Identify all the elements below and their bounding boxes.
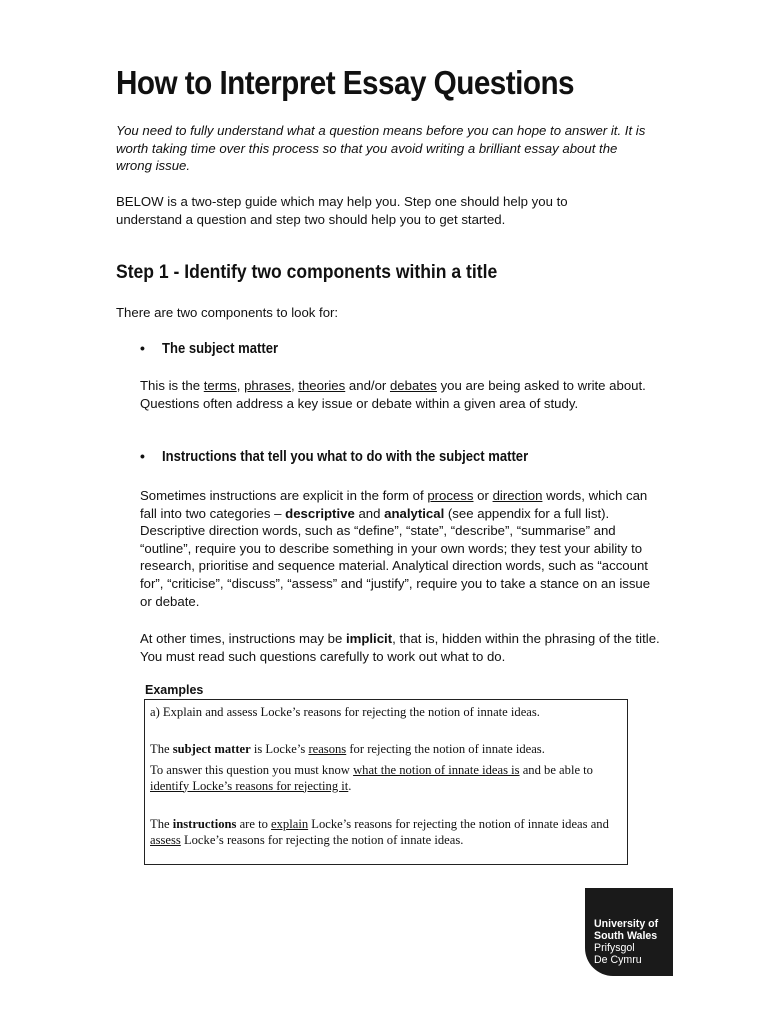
underlined-term: assess: [150, 832, 181, 847]
text-run: is Locke’s: [250, 742, 309, 756]
text-run: are to: [236, 817, 272, 831]
text-run: Locke’s reasons for rejecting the notion of innate ideas and: [308, 817, 609, 831]
examples-box: [144, 699, 628, 865]
text-run: ,: [236, 378, 245, 393]
example-answer-line: [150, 763, 620, 794]
bold-term: descriptive: [285, 505, 355, 521]
components-lead: There are two components to look for:: [116, 305, 339, 320]
text-run: ,: [290, 378, 299, 393]
logo-line: University of: [594, 918, 659, 930]
text-run: or: [473, 488, 493, 503]
underlined-term: terms: [203, 378, 237, 393]
text-run: To answer this question you must know: [150, 763, 354, 777]
text-run: Sometimes instructions are explicit in the form of: [140, 488, 428, 503]
bold-term: implicit: [345, 631, 393, 646]
underlined-term: direction: [492, 488, 543, 503]
text-run: (see appendix for a full list). Descriptive direction words, such as “define”, “state”, “describe”, “summarise” and “outline”, require you to describe something in your own words; they test your ability to research, prioritise and sequence material. Analytical direction words, such as “account for”, “criticise”, “discuss”, “assess” and “justify”, require you to take a stance on an issue or debate.: [140, 505, 651, 609]
text-run: and be able to: [519, 763, 593, 777]
underlined-term: reasons: [308, 742, 347, 756]
underlined-term: phrases: [244, 378, 291, 393]
text-run: This is the: [140, 378, 204, 393]
text-run: you are being asked to write about. Questions often address a key issue or debate within a given area of study.: [140, 378, 646, 411]
university-logo: [585, 888, 673, 976]
underlined-term: process: [427, 488, 474, 503]
logo-line: De Cymru: [594, 954, 642, 966]
bullet-label: Instructions that tell you what to do with the subject matter: [162, 449, 529, 465]
step1-heading: Step 1 - Identify two components within a title: [116, 261, 498, 283]
underlined-term: debates: [389, 378, 437, 393]
subject-matter-paragraph: [140, 377, 660, 412]
bullet-instructions: [140, 448, 569, 465]
examples-label: Examples: [145, 683, 204, 697]
text-run: Locke’s reasons for rejecting the notion of innate ideas.: [180, 832, 464, 847]
text-run: .: [348, 778, 352, 793]
underlined-term: explain: [271, 817, 309, 831]
text-run: The: [150, 817, 173, 831]
underlined-term: theories: [298, 378, 346, 393]
text-run: for rejecting the notion of innate ideas.: [346, 742, 545, 756]
bold-term: analytical: [384, 505, 445, 521]
text-run: The: [150, 742, 173, 756]
bullet-subject-matter: [140, 340, 291, 357]
text-run: and/or: [345, 378, 390, 393]
bullet-icon: •: [140, 448, 145, 464]
instructions-paragraph: [140, 487, 660, 610]
page-title: How to Interpret Essay Questions: [116, 64, 575, 101]
underlined-term: what the notion of innate ideas is: [353, 763, 520, 777]
bold-term: instructions: [172, 817, 237, 831]
text-run: At other times, instructions may be: [140, 631, 346, 646]
example-question: a) Explain and assess Locke’s reasons for rejecting the notion of innate ideas.: [150, 705, 540, 719]
logo-line: South Wales: [594, 930, 658, 942]
example-instructions-line: [150, 817, 620, 848]
underlined-term: identify Locke’s reasons for rejecting it: [150, 778, 349, 793]
guide-paragraph: BELOW is a two-step guide which may help you. Step one should help you to understand a question and step two should help you to get started.: [116, 194, 568, 227]
text-run: , that is, hidden within the phrasing of the title. You must read such questions carefully to work out what to do.: [140, 631, 660, 664]
text-run: and: [354, 505, 385, 521]
example-subject-line: [150, 742, 620, 758]
bullet-label: The subject matter: [162, 341, 279, 357]
bullet-icon: •: [140, 340, 145, 356]
text-run: words, which can fall into two categories –: [140, 488, 648, 521]
bold-term: subject matter: [172, 742, 251, 756]
implicit-paragraph: [140, 630, 660, 665]
intro-paragraph: You need to fully understand what a question means before you can hope to answer it. It is worth taking time over this process so that you avoid writing a brilliant essay about the wrong issue.: [116, 123, 646, 174]
logo-line: Prifysgol: [594, 942, 635, 954]
